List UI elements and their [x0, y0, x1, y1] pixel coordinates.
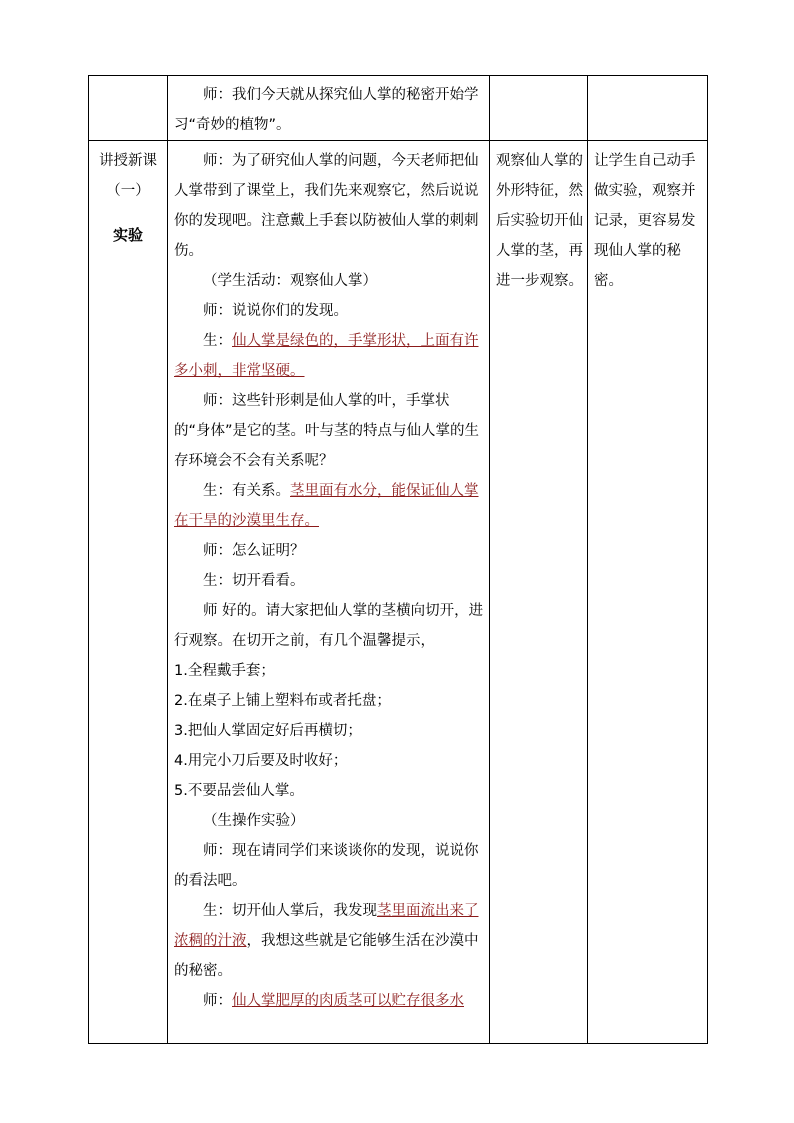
paragraph: [174, 986, 485, 1016]
paragraph: （生操作实验）: [203, 813, 305, 829]
student-activity-text: 观察仙人掌的外形特征，然后实验切开仙人掌的茎，再进一步观察。: [496, 153, 583, 289]
paragraph: （学生活动：观察仙人掌）: [203, 273, 377, 289]
design-intent-cell-empty: [588, 76, 708, 141]
teaching-content-cell: [168, 76, 490, 141]
lesson-plan-table: [88, 75, 708, 1044]
paragraph: [174, 476, 485, 536]
section-label: 讲授新课: [99, 153, 157, 169]
paragraph: 生：切开看看。: [203, 573, 305, 589]
section-cell: [89, 141, 168, 1044]
paragraph: 师：怎么证明？: [203, 543, 305, 559]
underlined-answer: 仙人掌肥厚的肉质茎可以贮存很多水: [232, 993, 464, 1009]
paragraph: [174, 896, 485, 986]
paragraph: 师：现在请同学们来谈谈你的发现，说说你的看法吧。: [174, 843, 479, 889]
paragraph: 师：这些针形刺是仙人掌的叶，手掌状的“身体”是它的茎。叶与茎的特点与仙人掌的生存环境会不会有关系呢？: [174, 393, 480, 469]
tip-item: 4.用完小刀后要及时收好；: [174, 753, 348, 769]
paragraph: 师：为了研究仙人掌的问题，今天老师把仙人掌带到了课堂上，我们先来观察它，然后说说你的发现吧。注意戴上手套以防被仙人掌的刺刺伤。: [174, 153, 479, 259]
text-run: 生：切开仙人掌后，我发现: [203, 903, 377, 919]
table-row: [89, 141, 708, 1044]
underlined-answer: 仙人掌是绿色的，手掌形状，上面有许多小刺，非常坚硬。: [174, 333, 479, 379]
text-run: ，我想这些就是它能够生活在沙漠中的秘密。: [174, 933, 479, 979]
section-number: （一）: [106, 183, 150, 199]
underlined-answer: 茎里面有水分，能保证仙人掌在干旱的沙漠里生存。: [174, 483, 479, 529]
design-intent-cell: [588, 141, 708, 1044]
paragraph: [174, 326, 485, 386]
tip-item: 2.在桌子上铺上塑料布或者托盘；: [174, 693, 391, 709]
design-intent-text: 让学生自己动手做实验，观察并记录，更容易发现仙人掌的秘密。: [594, 153, 696, 289]
intro-line: 师：我们今天就从探究仙人掌的秘密开始学习“奇妙的植物”。: [174, 87, 479, 133]
table-row: [89, 76, 708, 141]
teaching-content-cell: [168, 141, 490, 1044]
paragraph: 师 好的。请大家把仙人掌的茎横向切开，进行观察。在切开之前，有几个温馨提示，: [174, 603, 484, 649]
paragraph: 师：说说你们的发现。: [203, 303, 348, 319]
section-title: 实验: [112, 226, 143, 244]
speaker: 生：有关系。: [203, 483, 290, 499]
student-activity-cell-empty: [490, 76, 588, 141]
underlined-answer: 茎里面流出来了浓稠的汁液: [174, 903, 479, 949]
tip-item: 1.全程戴手套；: [174, 663, 275, 679]
tip-item: 5.不要品尝仙人掌。: [174, 783, 304, 799]
speaker: 师：: [203, 993, 232, 1009]
student-activity-cell: [490, 141, 588, 1044]
tip-item: 3.把仙人掌固定好后再横切；: [174, 723, 362, 739]
section-cell-empty: [89, 76, 168, 141]
speaker: 生：: [203, 333, 232, 349]
